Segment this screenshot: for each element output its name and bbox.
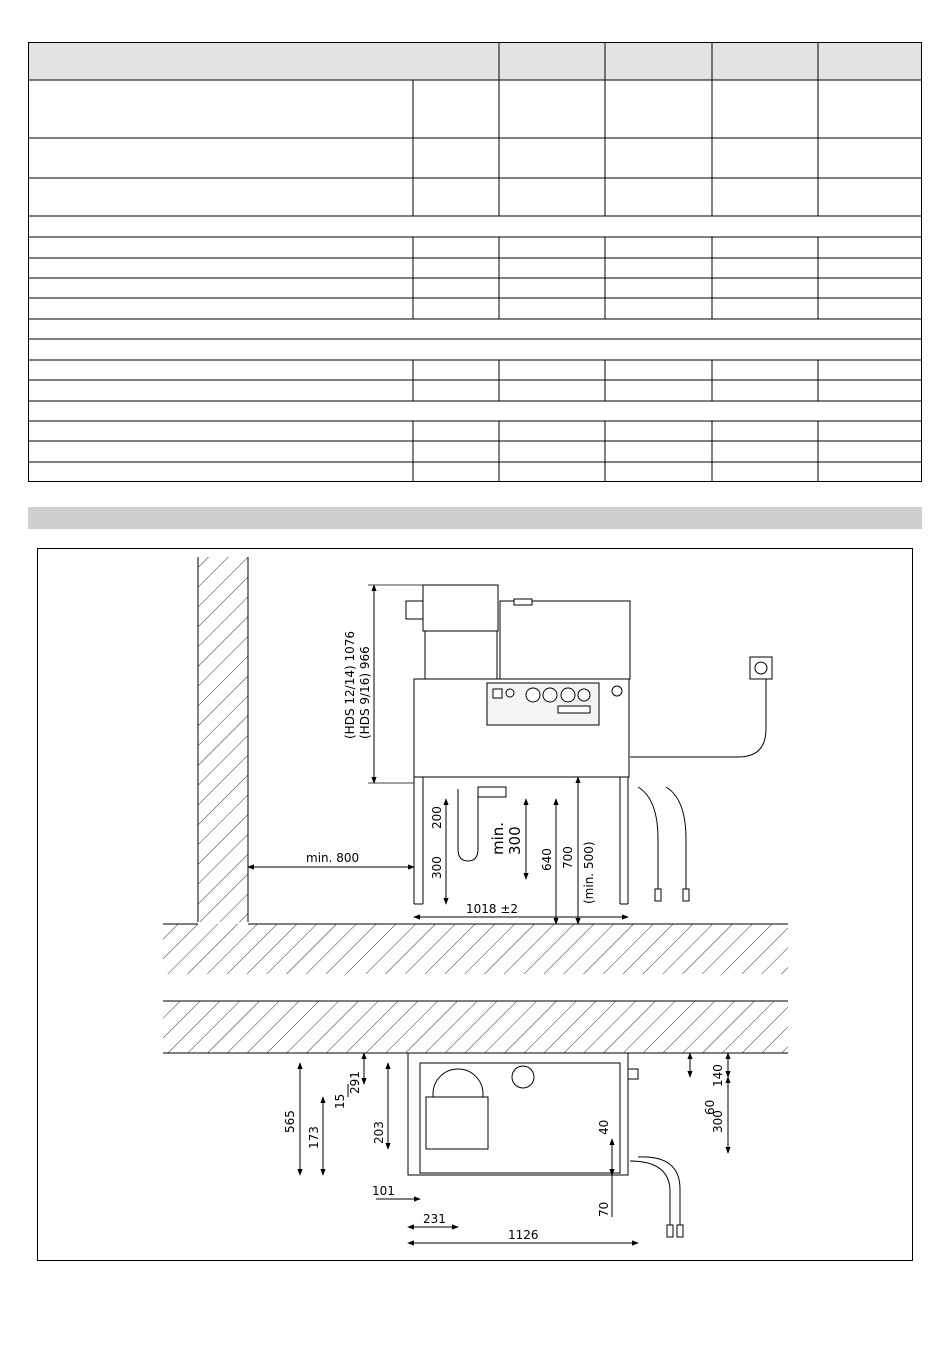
dim-203: 203 xyxy=(372,1121,386,1144)
dim-wall-clearance: min. 800 xyxy=(306,851,360,865)
dim-height-hds-12-14: (HDS 12/14) 1076 xyxy=(343,631,357,739)
dim-70: 70 xyxy=(597,1201,611,1217)
wall-hatch xyxy=(198,557,248,922)
machine-top xyxy=(408,1053,683,1237)
dim-60: 60 xyxy=(703,1099,717,1115)
drawing-canvas xyxy=(38,549,914,1262)
dim-min-300-label: min. xyxy=(489,821,507,855)
table-header-row xyxy=(28,42,922,80)
dim-291: 291 xyxy=(348,1071,362,1094)
spec-table xyxy=(28,42,922,482)
dim-pipe-300: 300 xyxy=(430,856,444,879)
dim-231: 231 xyxy=(423,1212,446,1226)
dim-min-300-value: 300 xyxy=(506,826,524,855)
top-view xyxy=(163,1001,788,1243)
floor-hatch xyxy=(163,924,788,974)
side-view xyxy=(163,557,788,974)
dim-300-right: 300 xyxy=(711,1110,725,1133)
dim-height-700: 700 xyxy=(561,846,575,869)
dim-40: 40 xyxy=(597,1119,611,1135)
dim-565: 565 xyxy=(283,1110,297,1133)
dim-140: 140 xyxy=(711,1064,725,1087)
dim-1126: 1126 xyxy=(508,1228,539,1242)
dim-height-hds-9-16: (HDS 9/16) 966 xyxy=(358,646,372,739)
dim-width-1018: 1018 ±2 xyxy=(466,902,519,916)
dim-height-640: 640 xyxy=(540,848,554,871)
spec-table-grid xyxy=(28,42,922,482)
top-wall-hatch xyxy=(163,1001,788,1053)
dim-15: 15 xyxy=(333,1093,347,1109)
dim-min-500: (min. 500) xyxy=(582,841,596,904)
dim-173: 173 xyxy=(307,1126,321,1149)
installation-drawing xyxy=(37,548,913,1261)
section-heading-bar xyxy=(28,507,922,529)
dim-101: 101 xyxy=(372,1184,395,1198)
dim-pipe-200: 200 xyxy=(430,806,444,829)
